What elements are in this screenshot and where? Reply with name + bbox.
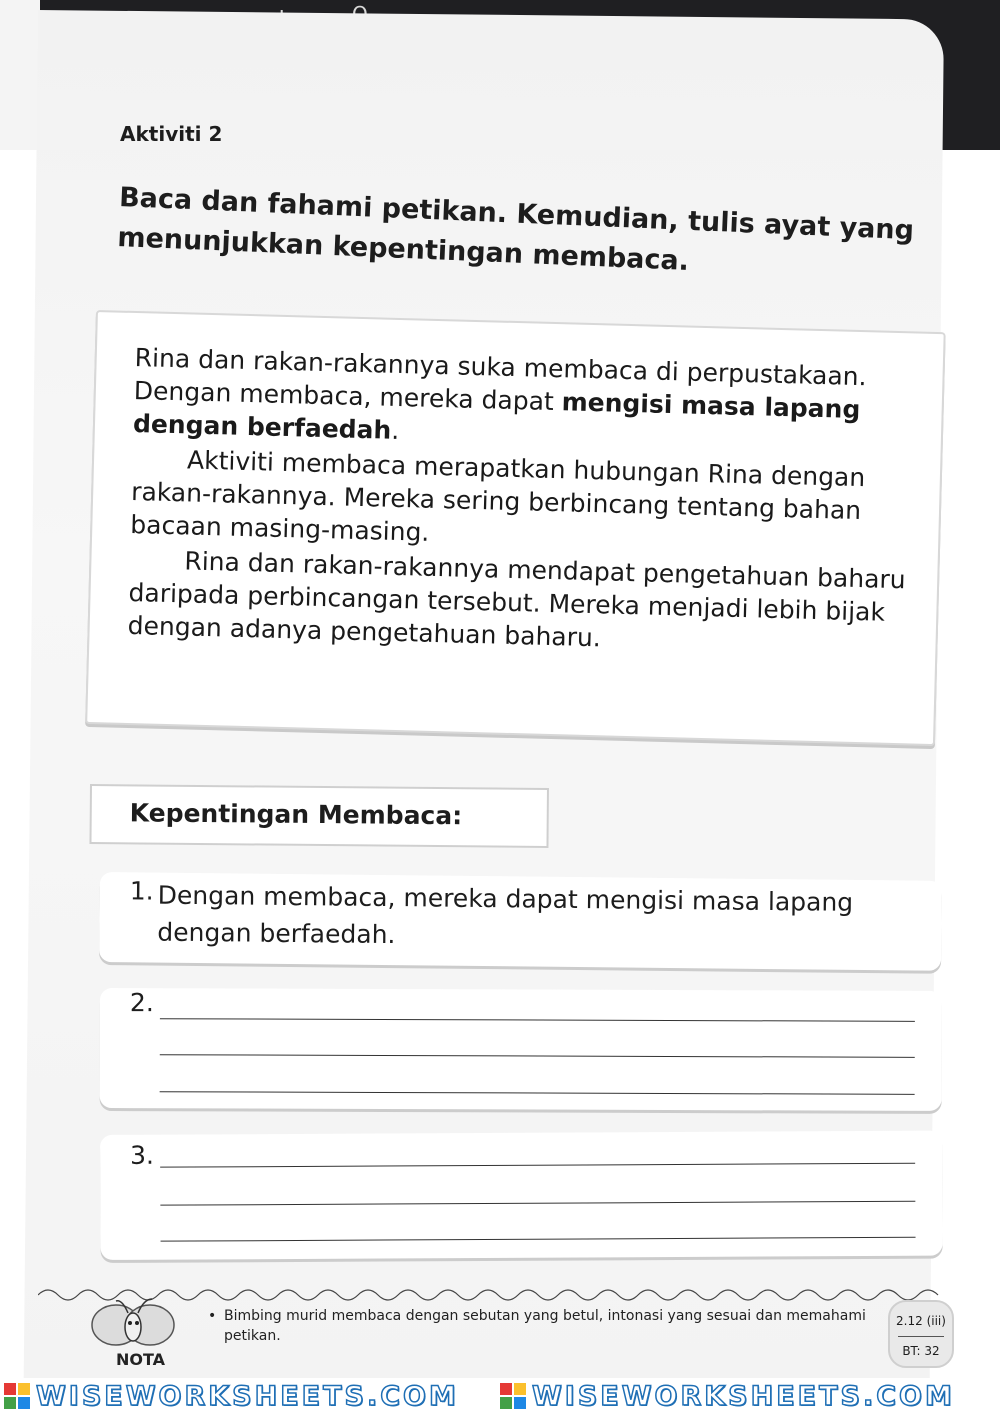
skill-badge <box>888 1300 954 1368</box>
wiseworksheets-logo-icon <box>4 1383 30 1409</box>
logo-square <box>514 1397 526 1409</box>
answer-line[interactable] <box>160 1018 915 1022</box>
logo-square <box>18 1397 30 1409</box>
watermark-bar <box>0 1378 1000 1413</box>
passage-paragraph-3: Rina dan rakan-rakannya mendapat pengetahuan baharu daripada perbincangan tersebut. Mereka menjadi lebih bijak dengan adanya pengetahuan baharu. <box>127 546 906 653</box>
wiseworksheets-logo-icon <box>500 1383 526 1409</box>
bullet-icon: • <box>208 1308 217 1324</box>
logo-square <box>4 1397 16 1409</box>
answer-line[interactable] <box>161 1237 916 1242</box>
passage-text <box>127 341 925 663</box>
logo-square <box>18 1383 30 1395</box>
passage-paragraph-1: Rina dan rakan-rakannya suka membaca di perpustakaan. Dengan membaca, mereka dapat mengisi masa lapang dengan berfaedah. <box>132 343 867 445</box>
teacher-note <box>38 1290 944 1380</box>
answer-number: 1. <box>129 876 154 906</box>
section-heading: Kepentingan Membaca: <box>129 798 463 831</box>
watermark-text: WISEWORKSHEETS.COM <box>532 1381 955 1412</box>
section-heading-box <box>89 784 549 848</box>
activity-title: Aktiviti 2 <box>120 122 223 146</box>
answer-box-3[interactable] <box>100 1131 943 1260</box>
badge-divider <box>898 1336 944 1337</box>
answer-line[interactable] <box>160 1163 915 1168</box>
logo-square <box>500 1397 512 1409</box>
logo-square <box>500 1383 512 1395</box>
highlighted-phrase: mengisi masa lapang dengan berfaedah <box>132 387 861 445</box>
answer-line[interactable] <box>160 1201 915 1206</box>
page-margin <box>944 150 1000 1380</box>
bt-code: BT: 32 <box>902 1344 940 1358</box>
answer-box-1 <box>99 872 942 971</box>
instruction-text: Baca dan fahami petikan. Kemudian, tulis ayat yang menunjukkan kepentingan membaca. <box>116 181 915 277</box>
answer-number: 2. <box>129 988 154 1018</box>
note-text: • Bimbing murid membaca dengan sebutan yang betul, intonasi yang sesuai dan memahami petikan. <box>208 1308 866 1344</box>
keyboard-edge <box>0 0 40 150</box>
logo-square <box>4 1383 16 1395</box>
note-label: NOTA <box>116 1350 166 1369</box>
watermark-text: WISEWORKSHEETS.COM <box>36 1381 459 1412</box>
answer-number: 3. <box>130 1140 155 1170</box>
answer-line[interactable] <box>160 1054 915 1058</box>
passage-box <box>85 310 946 746</box>
answer-box-2[interactable] <box>100 988 942 1111</box>
passage-paragraph-2: Aktiviti membaca merapatkan hubungan Rina dengan rakan-rakannya. Mereka sering berbincang tentang bahan bacaan masing-masing. <box>130 445 866 547</box>
skill-code: 2.12 (iii) <box>896 1314 946 1328</box>
logo-square <box>514 1383 526 1395</box>
answer-text: Dengan membaca, mereka dapat mengisi masa lapang dengan berfaedah. <box>157 880 854 950</box>
answer-line[interactable] <box>160 1091 915 1095</box>
